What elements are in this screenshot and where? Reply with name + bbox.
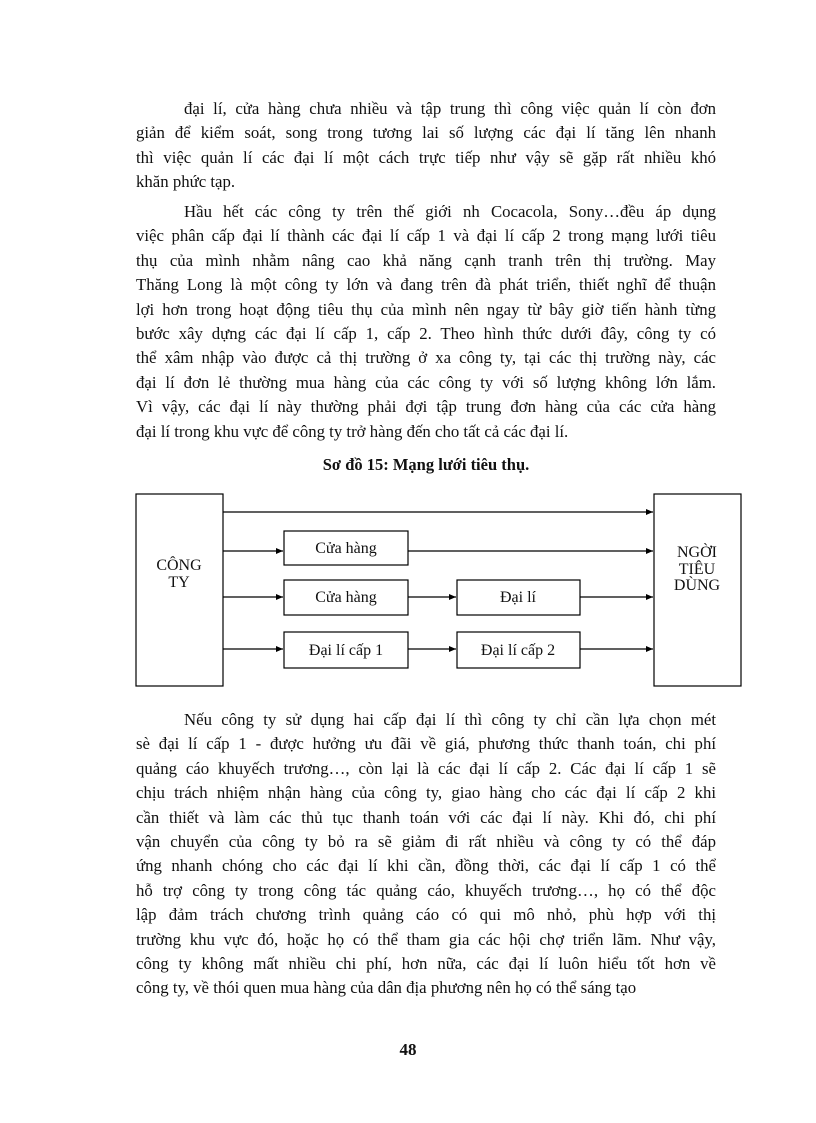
company-label-line1: CÔNG bbox=[156, 557, 202, 574]
text-line: trường khu vực đó, hoặc họ có thể tham gia các hội chợ triển lãm. Như vậy, bbox=[136, 929, 716, 949]
text-line: chịu trách nhiệm nhận hàng của công ty, giao hàng cho các đại lí cấp 2 khi bbox=[136, 783, 716, 803]
text-line: khăn phức tạp. bbox=[136, 172, 236, 192]
text-line: Vì vậy, các đại lí này thường phải đợi tập trung đơn hàng của các cửa hàng bbox=[136, 397, 716, 417]
agent-level1-label: Đại lí cấp 1 bbox=[308, 642, 384, 659]
text-line: quảng cáo khuyếch trương…, còn lại là các đại lí cấp 2. Các đại lí cấp 1 sẽ bbox=[136, 758, 716, 778]
text-line: lập đảm trách chương trình quảng cáo có qui mô nhỏ, phù hợp với thị bbox=[136, 905, 716, 925]
text-line: Hầu hết các công ty trên thế giới nh Cocacola, Sony…đều áp dụng bbox=[184, 202, 716, 221]
text-line: ứng nhanh chóng cho các đại lí khi cần, đồng thời, các đại lí cấp 1 có thể bbox=[136, 856, 716, 876]
diagram-caption: Sơ đồ 15: Mạng lưới tiêu thụ. bbox=[322, 455, 530, 474]
text-line: công ty không mất nhiều chi phí, hơn nữa, các đại lí luôn hiểu tốt hơn về bbox=[136, 954, 716, 974]
store-label-row2: Cửa hàng bbox=[315, 589, 377, 606]
agent-level2-label: Đại lí cấp 2 bbox=[480, 642, 556, 659]
text-line: công ty, về thói quen mua hàng của dân địa phương nên họ có thể sáng tạo bbox=[136, 978, 637, 998]
text-line: đại lí đơn lẻ thường mua hàng của các công ty với số lượng không lớn lắm. bbox=[136, 372, 716, 392]
agent-label-row2: Đại lí bbox=[500, 589, 536, 606]
consumer-label-line2: TIÊU bbox=[678, 561, 716, 578]
text-line: thụ của mình nhằm nâng cao khả năng cạnh tranh trên thị trường. May bbox=[136, 250, 716, 270]
text-line: bước xây dựng các đại lí cấp 1, cấp 2. Theo hình thức dưới đây, công ty có bbox=[136, 324, 716, 344]
text-line: hỗ trợ công ty trong công tác quảng cáo, khuyếch trương…, họ có thể độc bbox=[136, 880, 716, 900]
text-line: việc phân cấp đại lí thành các đại lí cấp 1 và đại lí cấp 2 trong mạng lưới tiêu bbox=[136, 226, 716, 246]
paragraph-3 bbox=[136, 708, 716, 1001]
consumer-label-line1: NGỜI bbox=[677, 544, 717, 561]
text-line: Nếu công ty sử dụng hai cấp đại lí thì công ty chỉ cần lựa chọn mét bbox=[184, 710, 716, 729]
text-line: đại lí, cửa hàng chưa nhiều và tập trung thì công việc quản lí còn đơn bbox=[184, 99, 716, 118]
text-line: thể xâm nhập vào được cả thị trường ở xa công ty, tại các thị trường này, các bbox=[136, 348, 716, 368]
page-number: 48 bbox=[399, 1040, 417, 1059]
text-line: giản để kiểm soát, song trong tương lai số lượng các đại lí tăng lên nhanh bbox=[136, 123, 716, 143]
company-label-line2: TY bbox=[168, 574, 190, 591]
text-line: thì việc quản lí các đại lí một cách trực tiếp như vậy sẽ gặp rất nhiều khó bbox=[136, 147, 716, 167]
text-line: cần thiết và làm các thủ tục thanh toán với các đại lí này. Khi đó, chi phí bbox=[136, 807, 716, 827]
store-label-row1: Cửa hàng bbox=[315, 540, 377, 557]
text-line: sè đại lí cấp 1 - được hưởng ưu đãi về giá, phương thức thanh toán, chi phí bbox=[136, 734, 716, 754]
text-line: vận chuyển của công ty bỏ ra sẽ giảm đi rất nhiều và công ty có thể đáp bbox=[136, 832, 716, 852]
consumer-label-line3: DÙNG bbox=[673, 577, 721, 594]
text-line: đại lí trong khu vực để công ty trở hàng đến cho tất cả các đại lí. bbox=[136, 421, 569, 441]
text-line: lợi hơn trong hoạt động tiêu thụ của mình nên ngay từ bây giờ tiến hành từng bbox=[136, 299, 716, 319]
text-line: Thăng Long là một công ty lớn và đang trên đà phát triển, thiết nghĩ để thuận bbox=[136, 275, 716, 295]
